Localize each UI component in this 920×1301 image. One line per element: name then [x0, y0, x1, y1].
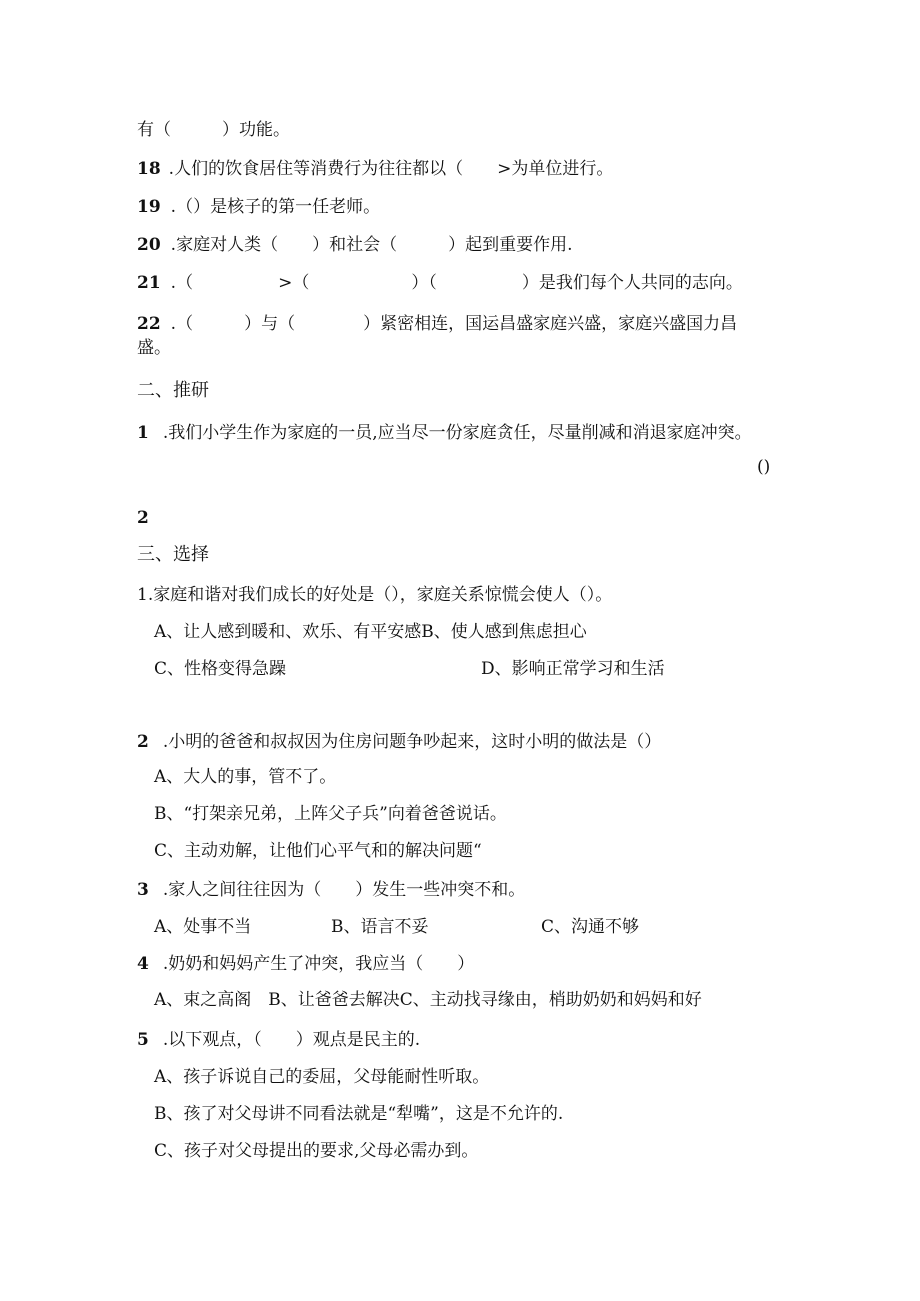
- question-number: 22: [137, 314, 161, 334]
- choice-question-5: [137, 1029, 420, 1051]
- question-text: .（）是核子的第一任老师。: [170, 197, 381, 217]
- choice-question-5-option-c: C、孩子对父母提出的要求,父母必需办到。: [154, 1141, 479, 1161]
- choice-question-1-stem: 1.家庭和谐对我们成长的好处是（），家庭关系惊慌会使人（）。: [137, 585, 613, 605]
- judge-question-2: 2: [137, 508, 149, 528]
- question-text: .（ ）与（ ）紧密相连，国运昌盛家庭兴盛，家庭兴盛国力昌: [170, 314, 738, 334]
- question-text: .奶奶和妈妈产生了冲突，我应当（ ）: [162, 954, 475, 974]
- question-text: .家庭对人类（ ）和社会（ ）起到重要作用.: [170, 235, 573, 255]
- choice-question-4-options: A、束之高阁 B、让爸爸去解决C、主动找寻缘由，梢助奶奶和妈妈和好: [154, 990, 702, 1010]
- question-text: .以下观点，（ ）观点是民主的.: [162, 1030, 421, 1050]
- q17-continuation: 有（ ）功能。: [137, 120, 290, 140]
- choice-question-1-options-ab: A、让人感到暖和、欢乐、有平安感B、使人感到焦虑担心: [154, 622, 587, 642]
- question-number: 5: [137, 1030, 149, 1050]
- question-number: 20: [137, 235, 161, 255]
- judge-question-1: [137, 422, 752, 444]
- answer-bracket: (): [757, 457, 771, 477]
- choice-question-1-option-d: D、影响正常学习和生活: [481, 659, 665, 679]
- question-number: 2: [137, 732, 149, 752]
- question-20: [137, 234, 572, 256]
- question-22: [137, 313, 737, 335]
- choice-question-2-option-c: C、主动劝解，让他们心平气和的解决问题“: [154, 841, 482, 861]
- section-2-heading: 二、推研: [137, 380, 209, 401]
- question-number: 18: [137, 159, 161, 179]
- question-22-continuation: 盛。: [137, 338, 171, 358]
- choice-question-2: [137, 731, 661, 753]
- choice-question-2-option-b: B、“打架亲兄弟，上阵父子兵”向着爸爸说话。: [154, 804, 507, 824]
- question-text: .（ >（ ）（ ）是我们每个人共同的志向。: [170, 273, 743, 293]
- question-text: .小明的爸爸和叔叔因为住房问题争吵起来，这时小明的做法是（）: [162, 732, 662, 752]
- question-number: 4: [137, 954, 149, 974]
- choice-question-3: [137, 879, 525, 901]
- choice-question-1-option-c: C、性格变得急躁: [154, 659, 287, 679]
- choice-question-3-option-a: A、处事不当: [154, 917, 252, 937]
- question-text: .人们的饮食居住等消费行为往往都以（ >为单位进行。: [168, 159, 614, 179]
- question-text: .家人之间往往因为（ ）发生一些冲突不和。: [162, 880, 526, 900]
- question-number: 21: [137, 273, 161, 293]
- choice-question-4: [137, 953, 474, 975]
- question-number: 19: [137, 197, 161, 217]
- choice-question-5-option-b: B、孩了对父母讲不同看法就是“犁嘴”，这是不允许的.: [154, 1104, 564, 1124]
- question-number: 3: [137, 880, 149, 900]
- question-18: [137, 158, 613, 180]
- choice-question-5-option-a: A、孩子诉说自己的委屈，父母能耐性听取。: [154, 1067, 490, 1087]
- choice-question-3-option-c: C、沟通不够: [541, 917, 640, 937]
- question-19: [137, 196, 380, 218]
- choice-question-3-option-b: B、语言不妥: [331, 917, 429, 937]
- question-number: 1: [137, 423, 149, 443]
- section-3-heading: 三、选择: [137, 544, 209, 565]
- question-text: .我们小学生作为家庭的一员,应当尽一份家庭贪任，尽量削减和消退家庭冲突。: [162, 423, 752, 443]
- choice-question-2-option-a: A、大人的事，管不了。: [154, 767, 337, 787]
- question-21: [137, 272, 743, 294]
